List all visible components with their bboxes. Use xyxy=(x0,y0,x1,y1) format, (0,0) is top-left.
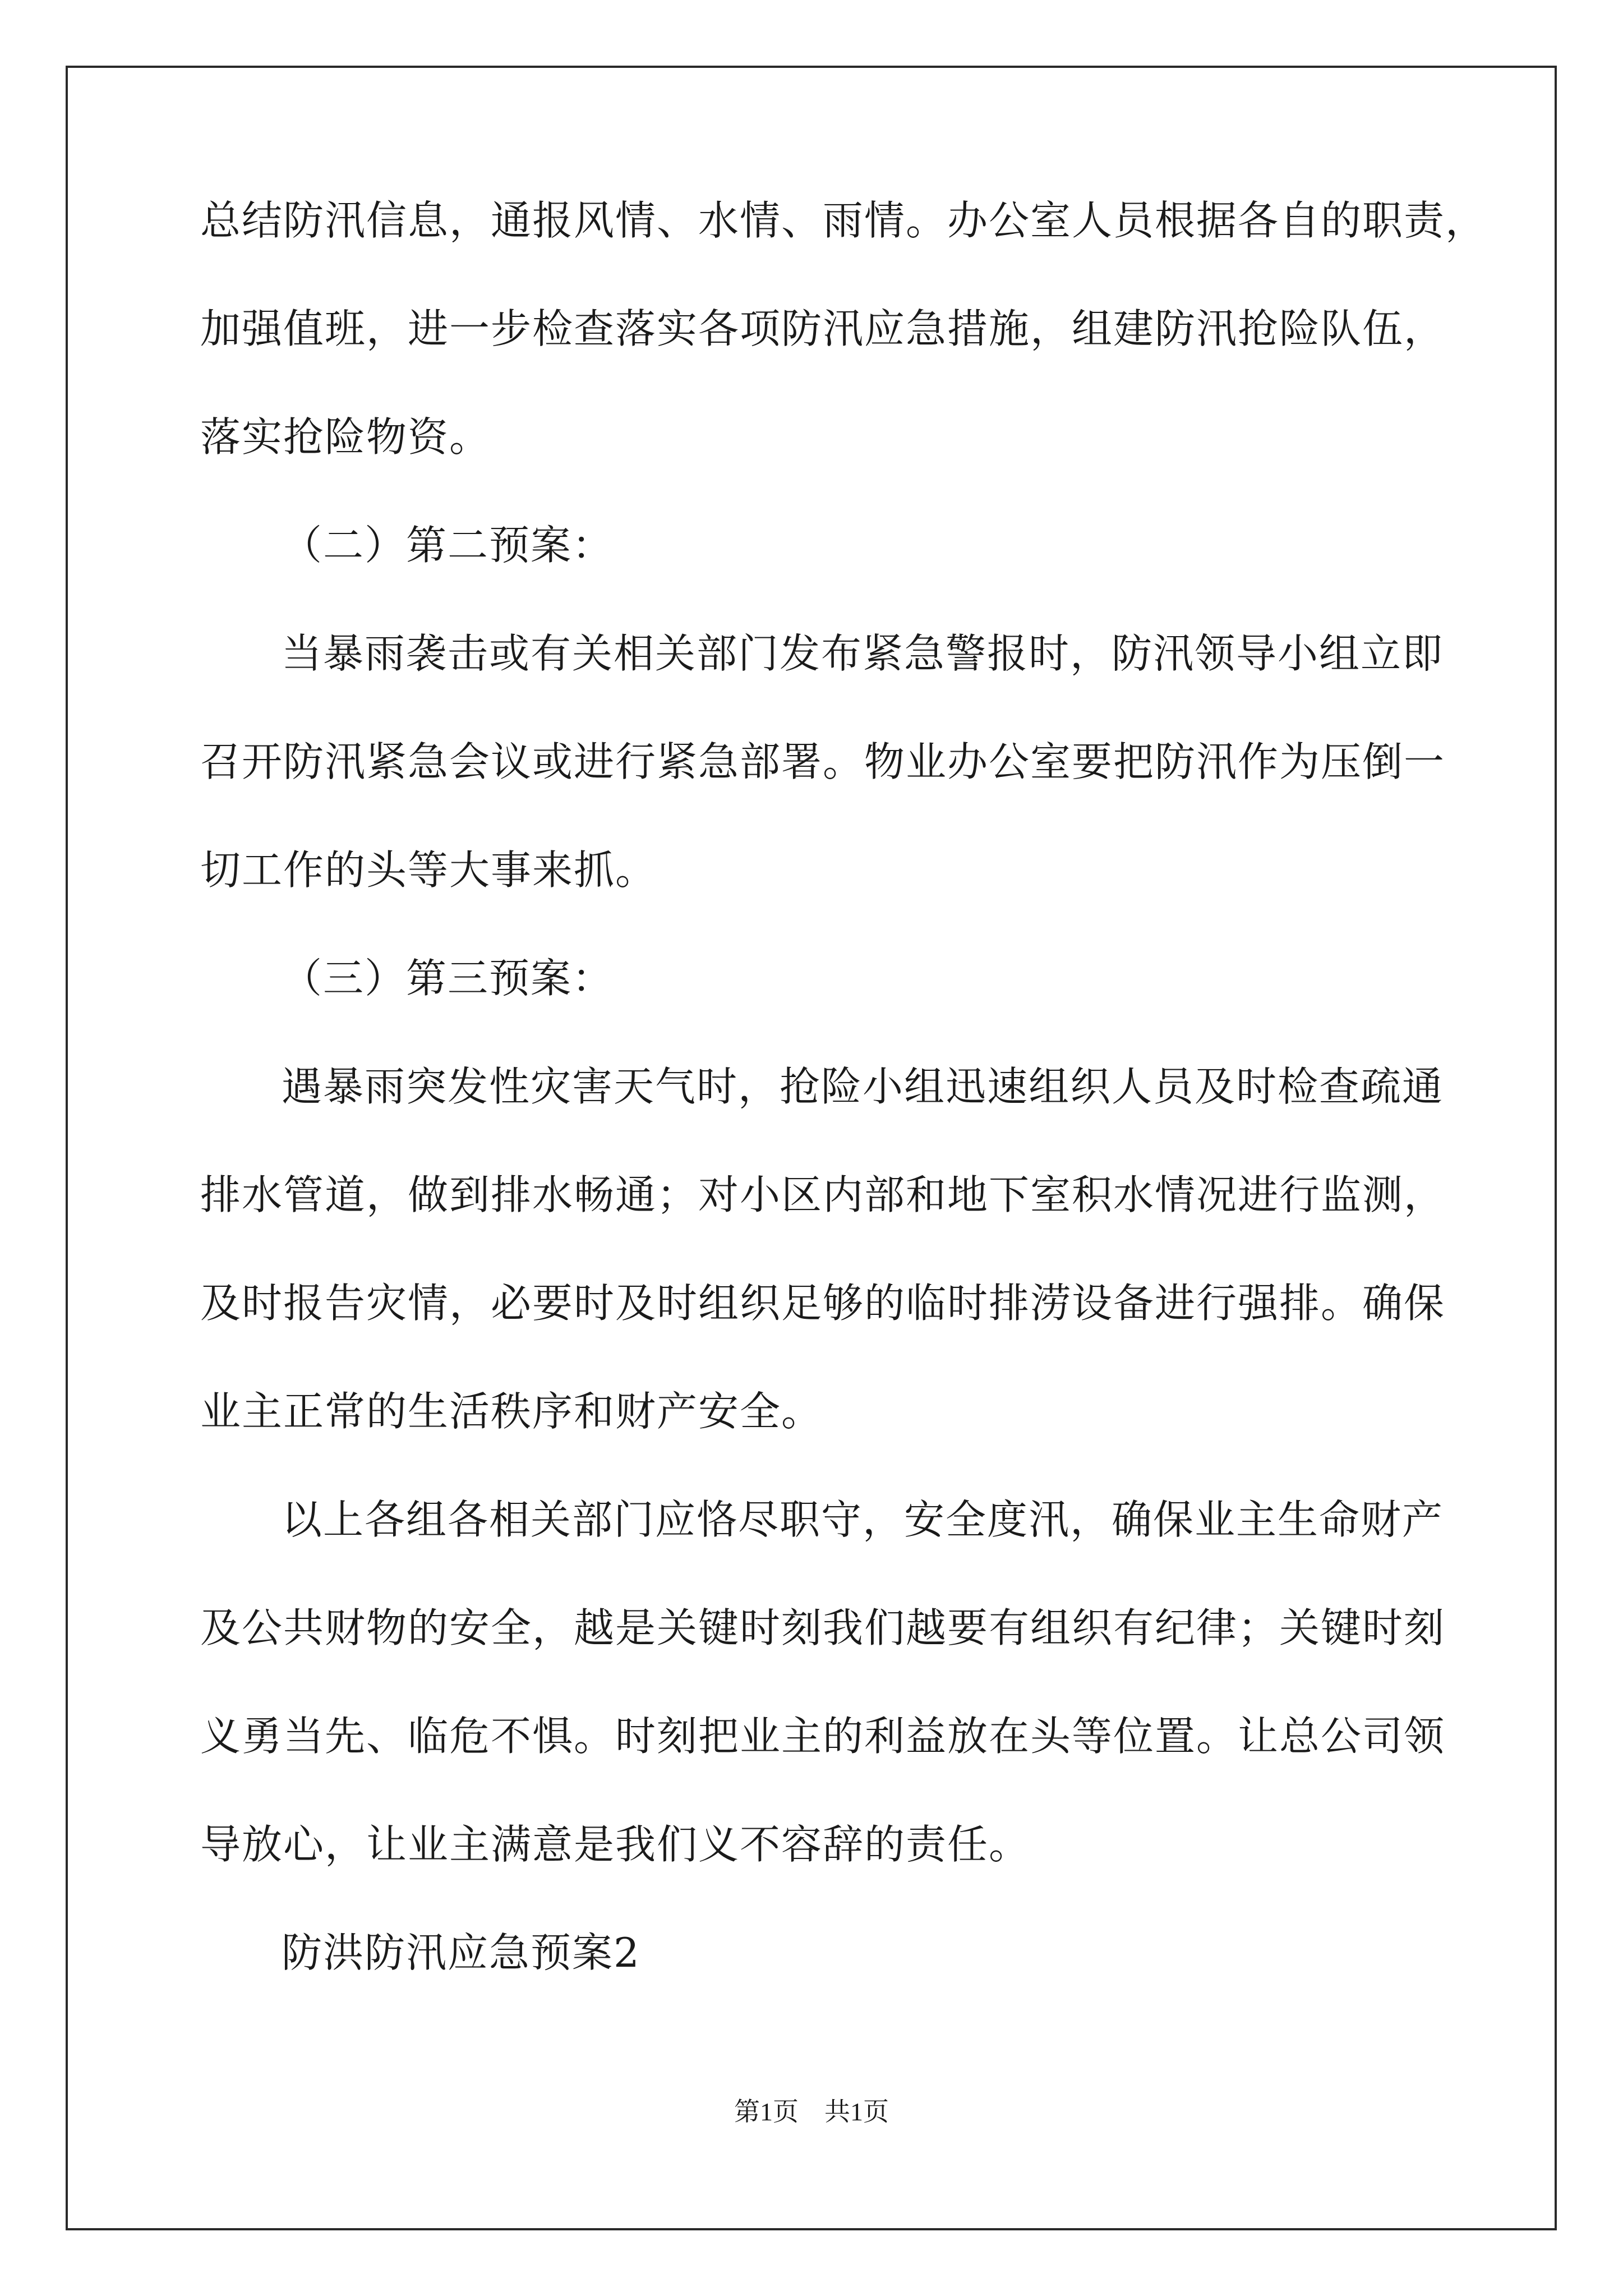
paragraph xyxy=(200,1493,1445,1871)
text-line: （二）第二预案： xyxy=(282,522,614,569)
section-heading xyxy=(200,951,1445,1005)
text-line: 总结防汛信息，通报风情、水情、雨情。办公室人员根据各自的职责， xyxy=(200,197,1487,244)
text-line: 切工作的头等大事来抓。 xyxy=(200,846,657,894)
text-line: 落实抢险物资。 xyxy=(200,413,491,461)
section-title xyxy=(200,1926,1445,1980)
document-body xyxy=(200,194,1487,1980)
text-line: 以上各组各相关部门应恪尽职守，安全度汛，确保业主生命财产 xyxy=(282,1496,1444,1543)
text-line: 导放心，让业主满意是我们义不容辞的责任。 xyxy=(200,1821,1031,1868)
text-line: 排水管道，做到排水畅通；对小区内部和地下室积水情况进行监测， xyxy=(200,1171,1446,1218)
paragraph xyxy=(200,194,1487,464)
page-number: 第1页 共1页 xyxy=(734,2097,889,2126)
text-line: 业主正常的生活秩序和财产安全。 xyxy=(200,1388,823,1435)
text-line: 遇暴雨突发性灾害天气时，抢险小组迅速组织人员及时检查疏通 xyxy=(282,1063,1444,1110)
text-line: 防洪防汛应急预案2 xyxy=(282,1929,640,1976)
text-line: 召开防汛紧急会议或进行紧急部署。物业办公室要把防汛作为压倒一 xyxy=(200,738,1446,785)
text-line: 及时报告灾情，必要时及时组织足够的临时排涝设备进行强排。确保 xyxy=(200,1280,1446,1327)
text-line: 及公共财物的安全，越是关键时刻我们越要有组织有纪律；关键时刻 xyxy=(200,1604,1446,1651)
text-line: 义勇当先、临危不惧。时刻把业主的利益放在头等位置。让总公司领 xyxy=(200,1713,1446,1760)
section-heading xyxy=(200,518,1445,572)
text-line: 加强值班，进一步检查落实各项防汛应急措施，组建防汛抢险队伍， xyxy=(200,305,1446,352)
text-line: （三）第三预案： xyxy=(282,955,614,1002)
text-line: 当暴雨袭击或有关相关部门发布紧急警报时，防汛领导小组立即 xyxy=(282,630,1444,677)
paragraph xyxy=(200,627,1445,897)
paragraph xyxy=(200,1060,1445,1438)
